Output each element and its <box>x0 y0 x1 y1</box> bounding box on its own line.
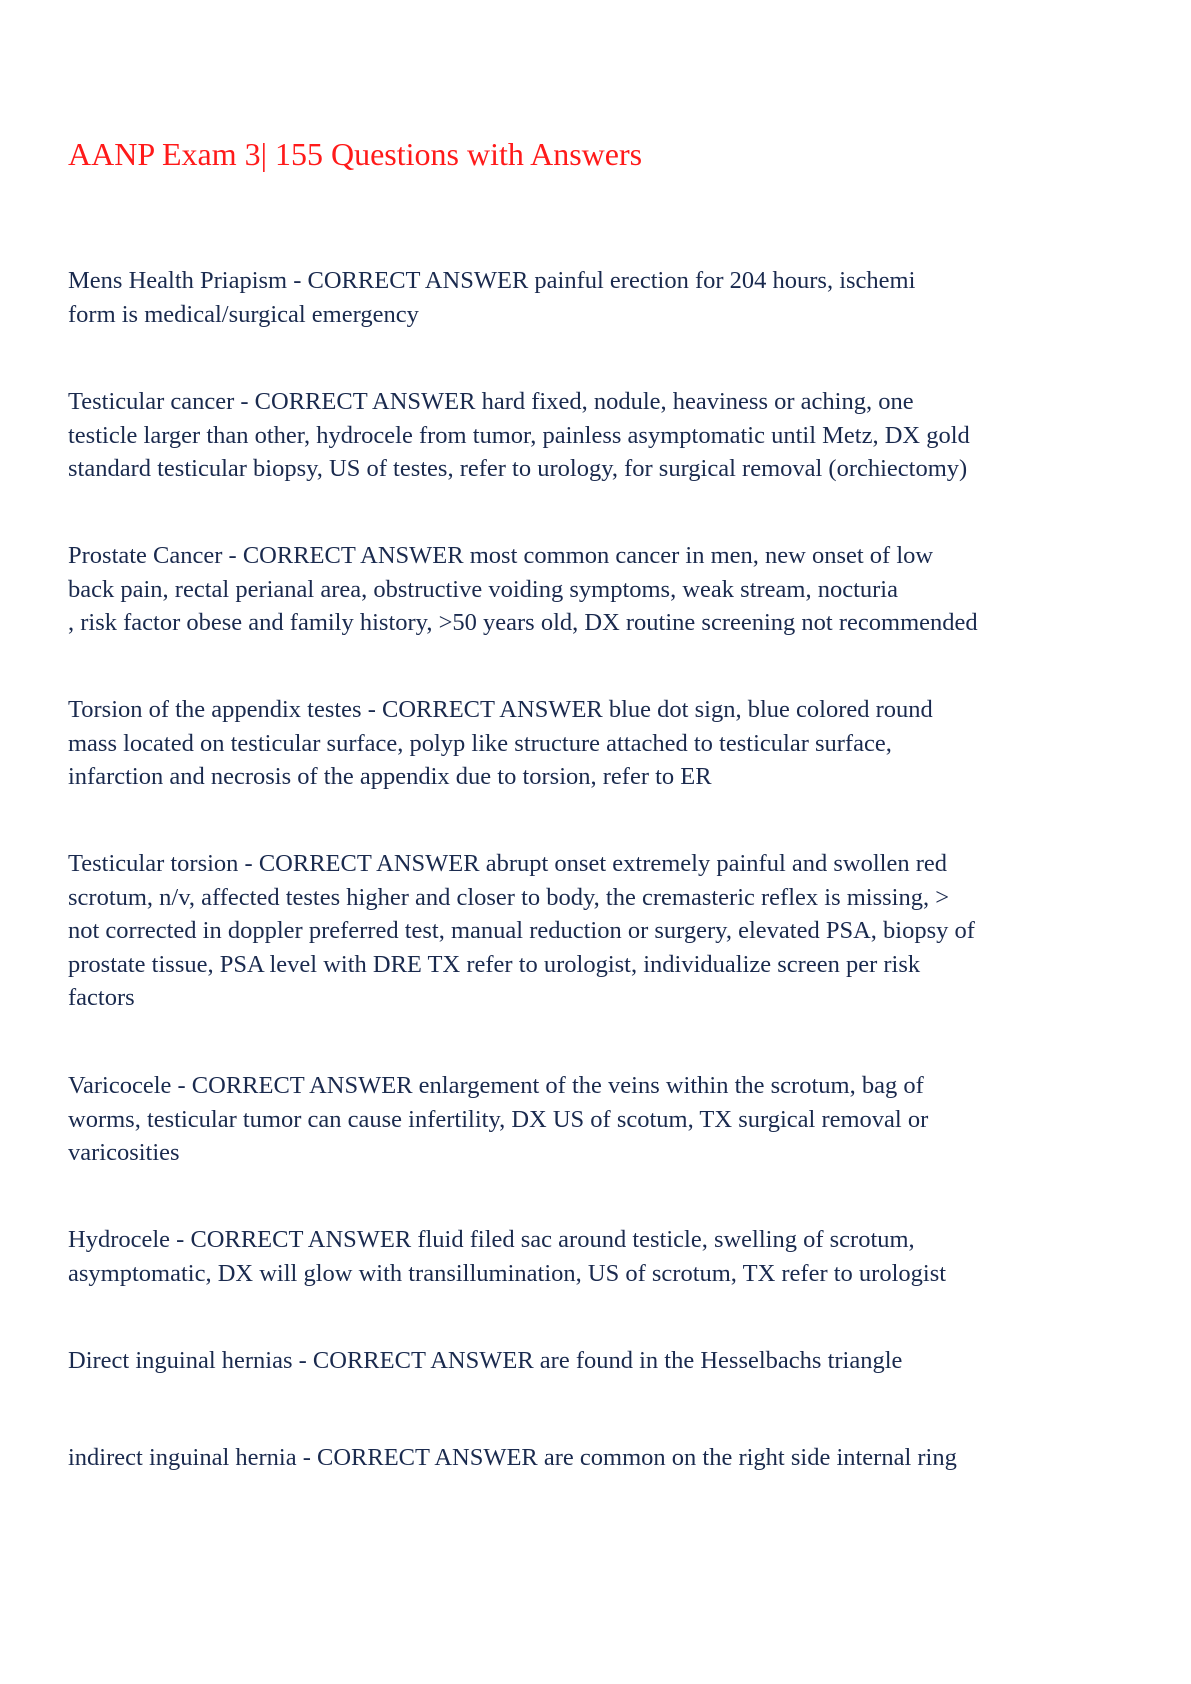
qa-entry-hydrocele <box>68 1223 1128 1290</box>
qa-line: Direct inguinal hernias - CORRECT ANSWER are found in the Hesselbachs triangle <box>68 1347 903 1374</box>
qa-line: back pain, rectal perianal area, obstructive voiding symptoms, weak stream, nocturia <box>68 575 898 603</box>
qa-line: varicosities <box>68 1139 180 1166</box>
qa-line: indirect inguinal hernia - CORRECT ANSWER are common on the right side internal ring <box>68 1444 957 1471</box>
qa-line: asymptomatic, DX will glow with transillumination, US of scrotum, TX refer to urologist <box>68 1259 947 1287</box>
qa-entry-direct-inguinal-hernias <box>68 1344 1128 1378</box>
qa-line: Testicular cancer - CORRECT ANSWER hard fixed, nodule, heaviness or aching, one <box>68 388 914 415</box>
qa-entry-prostate-cancer <box>68 539 1128 640</box>
qa-line: , risk factor obese and family history, >50 years old, DX routine screening not recommended <box>68 609 978 636</box>
qa-line: Testicular torsion - CORRECT ANSWER abrupt onset extremely painful and swollen red <box>68 850 947 877</box>
qa-line: worms, testicular tumor can cause infertility, DX US of scotum, TX surgical removal or <box>68 1105 929 1133</box>
qa-line: Hydrocele - CORRECT ANSWER fluid filed sac around testicle, swelling of scrotum, <box>68 1226 915 1253</box>
qa-line: testicle larger than other, hydrocele from tumor, painless asymptomatic until Metz, DX gold <box>68 421 970 449</box>
qa-entry-varicocele <box>68 1069 1128 1170</box>
qa-entry-testicular-torsion <box>68 847 1128 1015</box>
qa-line: not corrected in doppler preferred test, manual reduction or surgery, elevated PSA, biopsy of <box>68 917 975 944</box>
qa-line: prostate tissue, PSA level with DRE TX refer to urologist, individualize screen per risk <box>68 950 921 978</box>
qa-line: Varicocele - CORRECT ANSWER enlargement of the veins within the scrotum, bag of <box>68 1072 924 1099</box>
qa-line: standard testicular biopsy, US of testes, refer to urology, for surgical removal (orchiectomy) <box>68 455 968 482</box>
qa-line: mass located on testicular surface, polyp like structure attached to testicular surface, <box>68 729 892 757</box>
qa-entry-torsion-appendix-testes <box>68 693 1128 794</box>
document-title: AANP Exam 3| 155 Questions with Answers <box>68 136 643 172</box>
qa-line: Mens Health Priapism - CORRECT ANSWER painful erection for 204 hours, ischemi <box>68 267 916 294</box>
qa-line: scrotum, n/v, affected testes higher and closer to body, the cremasteric reflex is missing, > <box>68 883 950 911</box>
qa-entry-mens-health-priapism <box>68 264 1128 331</box>
qa-entry-indirect-inguinal-hernia <box>68 1441 1128 1475</box>
qa-line: Torsion of the appendix testes - CORRECT ANSWER blue dot sign, blue colored round <box>68 696 933 723</box>
qa-line: form is medical/surgical emergency <box>68 300 419 328</box>
qa-line: factors <box>68 984 135 1011</box>
qa-entry-testicular-cancer <box>68 385 1128 486</box>
qa-line: infarction and necrosis of the appendix due to torsion, refer to ER <box>68 763 712 790</box>
qa-line: Prostate Cancer - CORRECT ANSWER most common cancer in men, new onset of low <box>68 542 934 569</box>
